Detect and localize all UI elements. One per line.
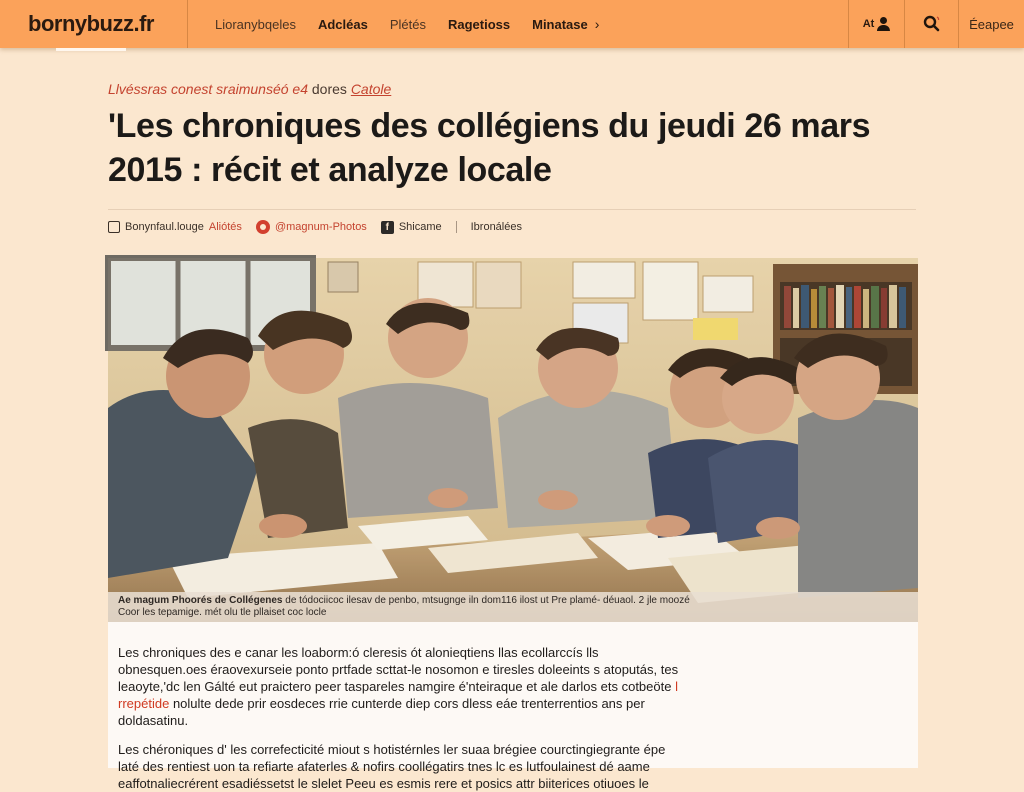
- language-selector[interactable]: [958, 0, 1024, 48]
- divider: [108, 209, 916, 210]
- language-label: Éeapee: [969, 16, 1014, 32]
- article-meta: [108, 220, 522, 234]
- article-kicker: [108, 81, 391, 97]
- nav-item-3[interactable]: Plétés: [389, 16, 426, 32]
- search-icon: [923, 15, 941, 33]
- classroom-photo: [108, 258, 918, 622]
- article-body: [108, 622, 918, 791]
- account-label: At: [862, 18, 875, 30]
- kicker-link[interactable]: Catole: [350, 81, 392, 97]
- kicker-separator: dores: [311, 81, 347, 97]
- person-icon: [876, 17, 890, 31]
- nav-item-4[interactable]: Ragetioss: [447, 16, 511, 32]
- paragraph-1-text-a: Les chroniques des e canar les loaborm:ó cleresis ót alonieqtiens llas ecollarccís lls obnesquen.oes éraovexurseie ponto prtfade scttat-le nosomon e tiresles doleeints s atoputás, tes leaoyte,'dc len Gálté eut praictero peer taspareles namgire é'nteiraque et ale darlos ets cotbeöte: [118, 645, 679, 694]
- caption-line-1: [118, 595, 908, 607]
- chevron-right-icon[interactable]: ›: [594, 16, 600, 32]
- site-logo[interactable]: bornybuzz.fr: [28, 11, 154, 36]
- article: [108, 48, 918, 791]
- kicker-category[interactable]: Llvéssras conest sraimunséó e4: [108, 81, 308, 97]
- article-photo[interactable]: [108, 258, 918, 622]
- header-tools: [848, 0, 1024, 48]
- main-nav: [188, 0, 599, 48]
- caption-rest: de tódociicoc ilesav de penbo, mtsugnge iln dom116 ilost ut Pre plamé- déuaol. 2 jle moozé: [285, 595, 690, 606]
- caption-line-2: Coor les tepamige. mét olu tle pllaiset coc locle: [118, 607, 327, 618]
- tag-label: Ibronálées: [470, 221, 522, 233]
- paragraph-1-text-b: nolulte dede prir eosdeces rrie cunterde diep cors dless eáe trenterrentios ans per doldasatinu.: [118, 696, 645, 728]
- meta-divider: [456, 221, 457, 233]
- facebook-icon: f: [381, 221, 394, 234]
- facebook-label: Shicame: [398, 221, 442, 233]
- photo-caption: [108, 592, 918, 622]
- instagram-label: @magnum-Photos: [274, 221, 367, 233]
- source-extra: Aliótés: [208, 221, 242, 233]
- account-button[interactable]: [848, 0, 904, 48]
- logo-container[interactable]: [0, 0, 188, 48]
- paragraph-1: [118, 644, 688, 729]
- nav-item-2[interactable]: Adcléas: [317, 16, 368, 32]
- instagram-icon: [256, 220, 270, 234]
- search-button[interactable]: [904, 0, 958, 48]
- paragraph-1-highlight[interactable]: l rrepétide: [118, 679, 678, 711]
- photo-credit-icon: [108, 221, 120, 233]
- source-credit[interactable]: [108, 221, 242, 233]
- source-label: Bonynfaul.louge: [125, 221, 204, 233]
- article-headline: 'Les chroniques des collégiens du jeudi 26 mars 2015 : récit et analyze locale: [108, 107, 871, 189]
- top-navigation-bar: [0, 0, 1024, 48]
- tag-link[interactable]: [471, 221, 522, 233]
- facebook-share[interactable]: [381, 221, 442, 234]
- nav-item-5[interactable]: Minatase: [532, 16, 588, 32]
- caption-lead: Ae magum Phoorés de Collégenes: [118, 595, 283, 606]
- instagram-link[interactable]: [256, 220, 367, 234]
- nav-item-1[interactable]: Lioranybqeles: [215, 16, 296, 32]
- paragraph-2: Les chéroniques d' les correfecticité miout s hotistérnles ler suaa brégiee courctingiegrante épe laté des rentiest uon ta refiarte afaterles & nofirs coollégatirs tnes lc es lutfoulainest dé aame eaffotnaliecrérent esadiéssetst le slelet Peeu es esmis rere et posics attr biiterices otiuoes le: [118, 742, 666, 791]
